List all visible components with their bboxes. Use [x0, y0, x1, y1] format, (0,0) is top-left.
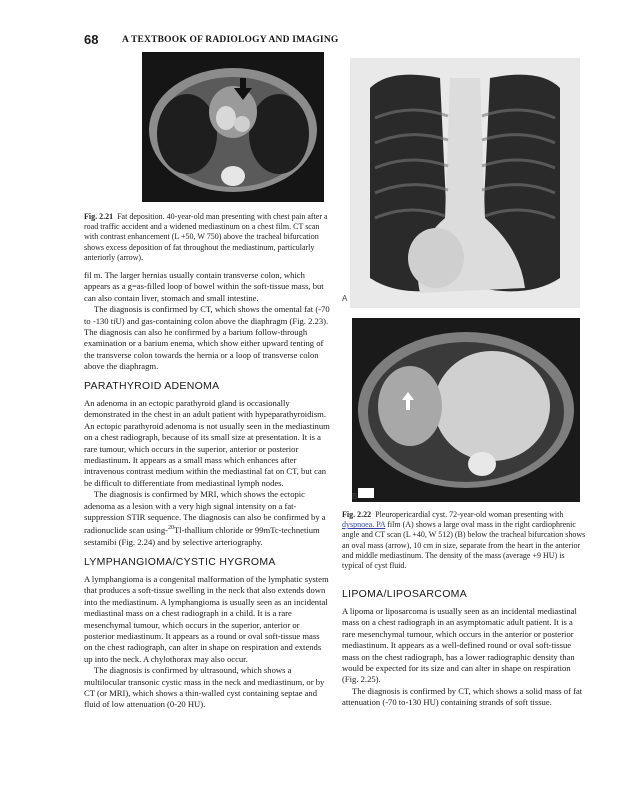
lipoma-paragraph-2: The diagnosis is confirmed by CT, which shows a solid mass of fat attenuation (-70 to-130 HU) containing strands of soft tissue.: [342, 685, 583, 708]
lipoma-section: [342, 606, 586, 709]
fig-2-21-ct-image: [142, 52, 324, 202]
fig-2-22-b-ct-image: [352, 318, 580, 502]
parathyroid-paragraph-1: An adenoma in an ectopic parathyroid gland is occasionally demonstrated in the chest in an adult patient with hypeparathyroidism. An ectopic parathyroid adenoma is not usually seen in the mediastinum on a chest radiograph, because of its small size at presentation. It is a rare tumour, which occurs in the superior, anterior or posterior mediastinum. It appears as a small mass which enhances after intravenous contrast medium within the mediastinal fat on CT, but can be difficult to differentiate from mediastinal lymph nodes.: [84, 398, 330, 488]
fig-2-22-a-chest-xray: [350, 58, 580, 308]
ct-scan-graphic: [142, 52, 324, 202]
fig-2-21-label: Fig. 2.21: [84, 212, 114, 221]
fig-2-22-caption: [342, 510, 586, 571]
chest-xray-graphic: [350, 58, 580, 308]
hernia-paragraph-2: The diagnosis is confirmed by CT, which shows the omental fat (-70 to -130 tiU) and gas-containing colon above the diaphragm (Fig. 2.23). The diagnosis can also he confirmed by a barium follow-through examination or a barium enema, which show either upward tenting of the transverse colon towards the hernia or a loop of transverse colon above the diaphragm.: [84, 304, 330, 372]
page-number: 68: [84, 32, 99, 47]
lymphangioma-section: [84, 574, 330, 711]
parathyroid-adenoma-heading: PARATHYROID ADENOMA: [84, 380, 220, 392]
lipoma-paragraph-1: A lipoma or liposarcoma is usually seen as an incidental mediastinal mass on a chest radiograph in an asymptomatic adult patient. It is a rare mesenchymal tumour, which occurs in the anterior or posterior mediastinum. It appears as a well-defined round or oval soft-tissue mass on the chest radiograph, has a lower radiographic density than would be expected for its size and can alter in shape on respiration (Fig. 2.25).: [342, 606, 577, 685]
lymphangioma-paragraph-2: The diagnosis is confirmed by ultrasound, which shows a multilocular transonic cystic mass in the neck and mediastinum, or by CT (or MRI), which shows a thin-walled cyst containing septae and fluid of low attenuation (0-20 HU).: [84, 665, 325, 710]
fig-2-21-caption-text: Fat deposition. 40-year-old man presenting with chest pain after a road traffic accident and a widened mediastinum on a chest film. CT scan with contrast enhancement (L +50, W 750) above the tracheal bifurcation shows excess deposition of fat throughout the mediastinum, particularly anteriorly (arrow).: [84, 212, 328, 262]
fig-2-22-caption-a: Pleuropericardial cyst. 72-year-old woman presenting with: [375, 510, 564, 519]
fig-2-22-caption-b: film (A) shows a large oval mass in the right cardiophrenic angle and CT scan (L +40, W 512) (B) below the tracheal bifurcation shows an oval mass (arrow), 10 cm in size, separate from the heart in the anterior and middle mediastinum. The density of the mass (average +9 HU) is typical of cyst fluid.: [342, 520, 586, 571]
lipoma-heading: LIPOMA/LIPOSARCOMA: [342, 588, 468, 600]
parathyroid-section: [84, 398, 330, 548]
running-header-title: A TEXTBOOK OF RADIOLOGY AND IMAGING: [122, 35, 339, 45]
ct-scan-b-graphic: [352, 318, 580, 502]
hernia-paragraph-1: fil m. The larger hernias usually contain transverse colon, which appears as a g=as-filled loop of bowel within the soft-tissue mass, but can also contain liver, stomach and small intestine.: [84, 270, 324, 303]
thallium-superscript: 20: [168, 525, 175, 532]
fig-2-21-caption: [84, 212, 330, 263]
parathyroid-paragraph-2: [84, 489, 330, 548]
lymphangioma-paragraph-1: A lymphangioma is a congenital malformation of the lymphatic system that produces a soft-tissue swelling in the neck that also extends down into the mediastinum. A lymphangioma is usually seen as an incidental mediastinal mass on a chest radiograph in a child. It is a rare mesenchymal tumour, which occurs in the superior, anterior or posterior mediastinum. It appears as a round or oval soft-tissue mass on the chest radiograph, can alter in shape on respiration and extends up into the neck. A chylothorax may also occur.: [84, 574, 329, 664]
parathyroid-paragraph-2a: The diagnosis is confirmed by MRI, which shows the ectopic adenoma as a lesion with a very high signal intensity on a fat-suppression STIR sequence. The diagnosis can also be confirmed by a radionuclide scan using-: [84, 489, 326, 536]
panel-label-b: B: [352, 492, 358, 501]
fig-2-22-label: Fig. 2.22: [342, 510, 372, 519]
parathyroid-paragraph-2b: Tl-thallium chloride or 99mTc-technetium sestamibi (Fig. 2.24) and by selective arteriography.: [84, 525, 320, 547]
dyspnoea-link[interactable]: dyspnoea. PA: [342, 520, 386, 530]
panel-label-a: A: [342, 294, 348, 303]
lymphangioma-heading: LYMPHANGIOMA/CYSTIC HYGROMA: [84, 556, 276, 568]
left-column: [84, 270, 330, 373]
